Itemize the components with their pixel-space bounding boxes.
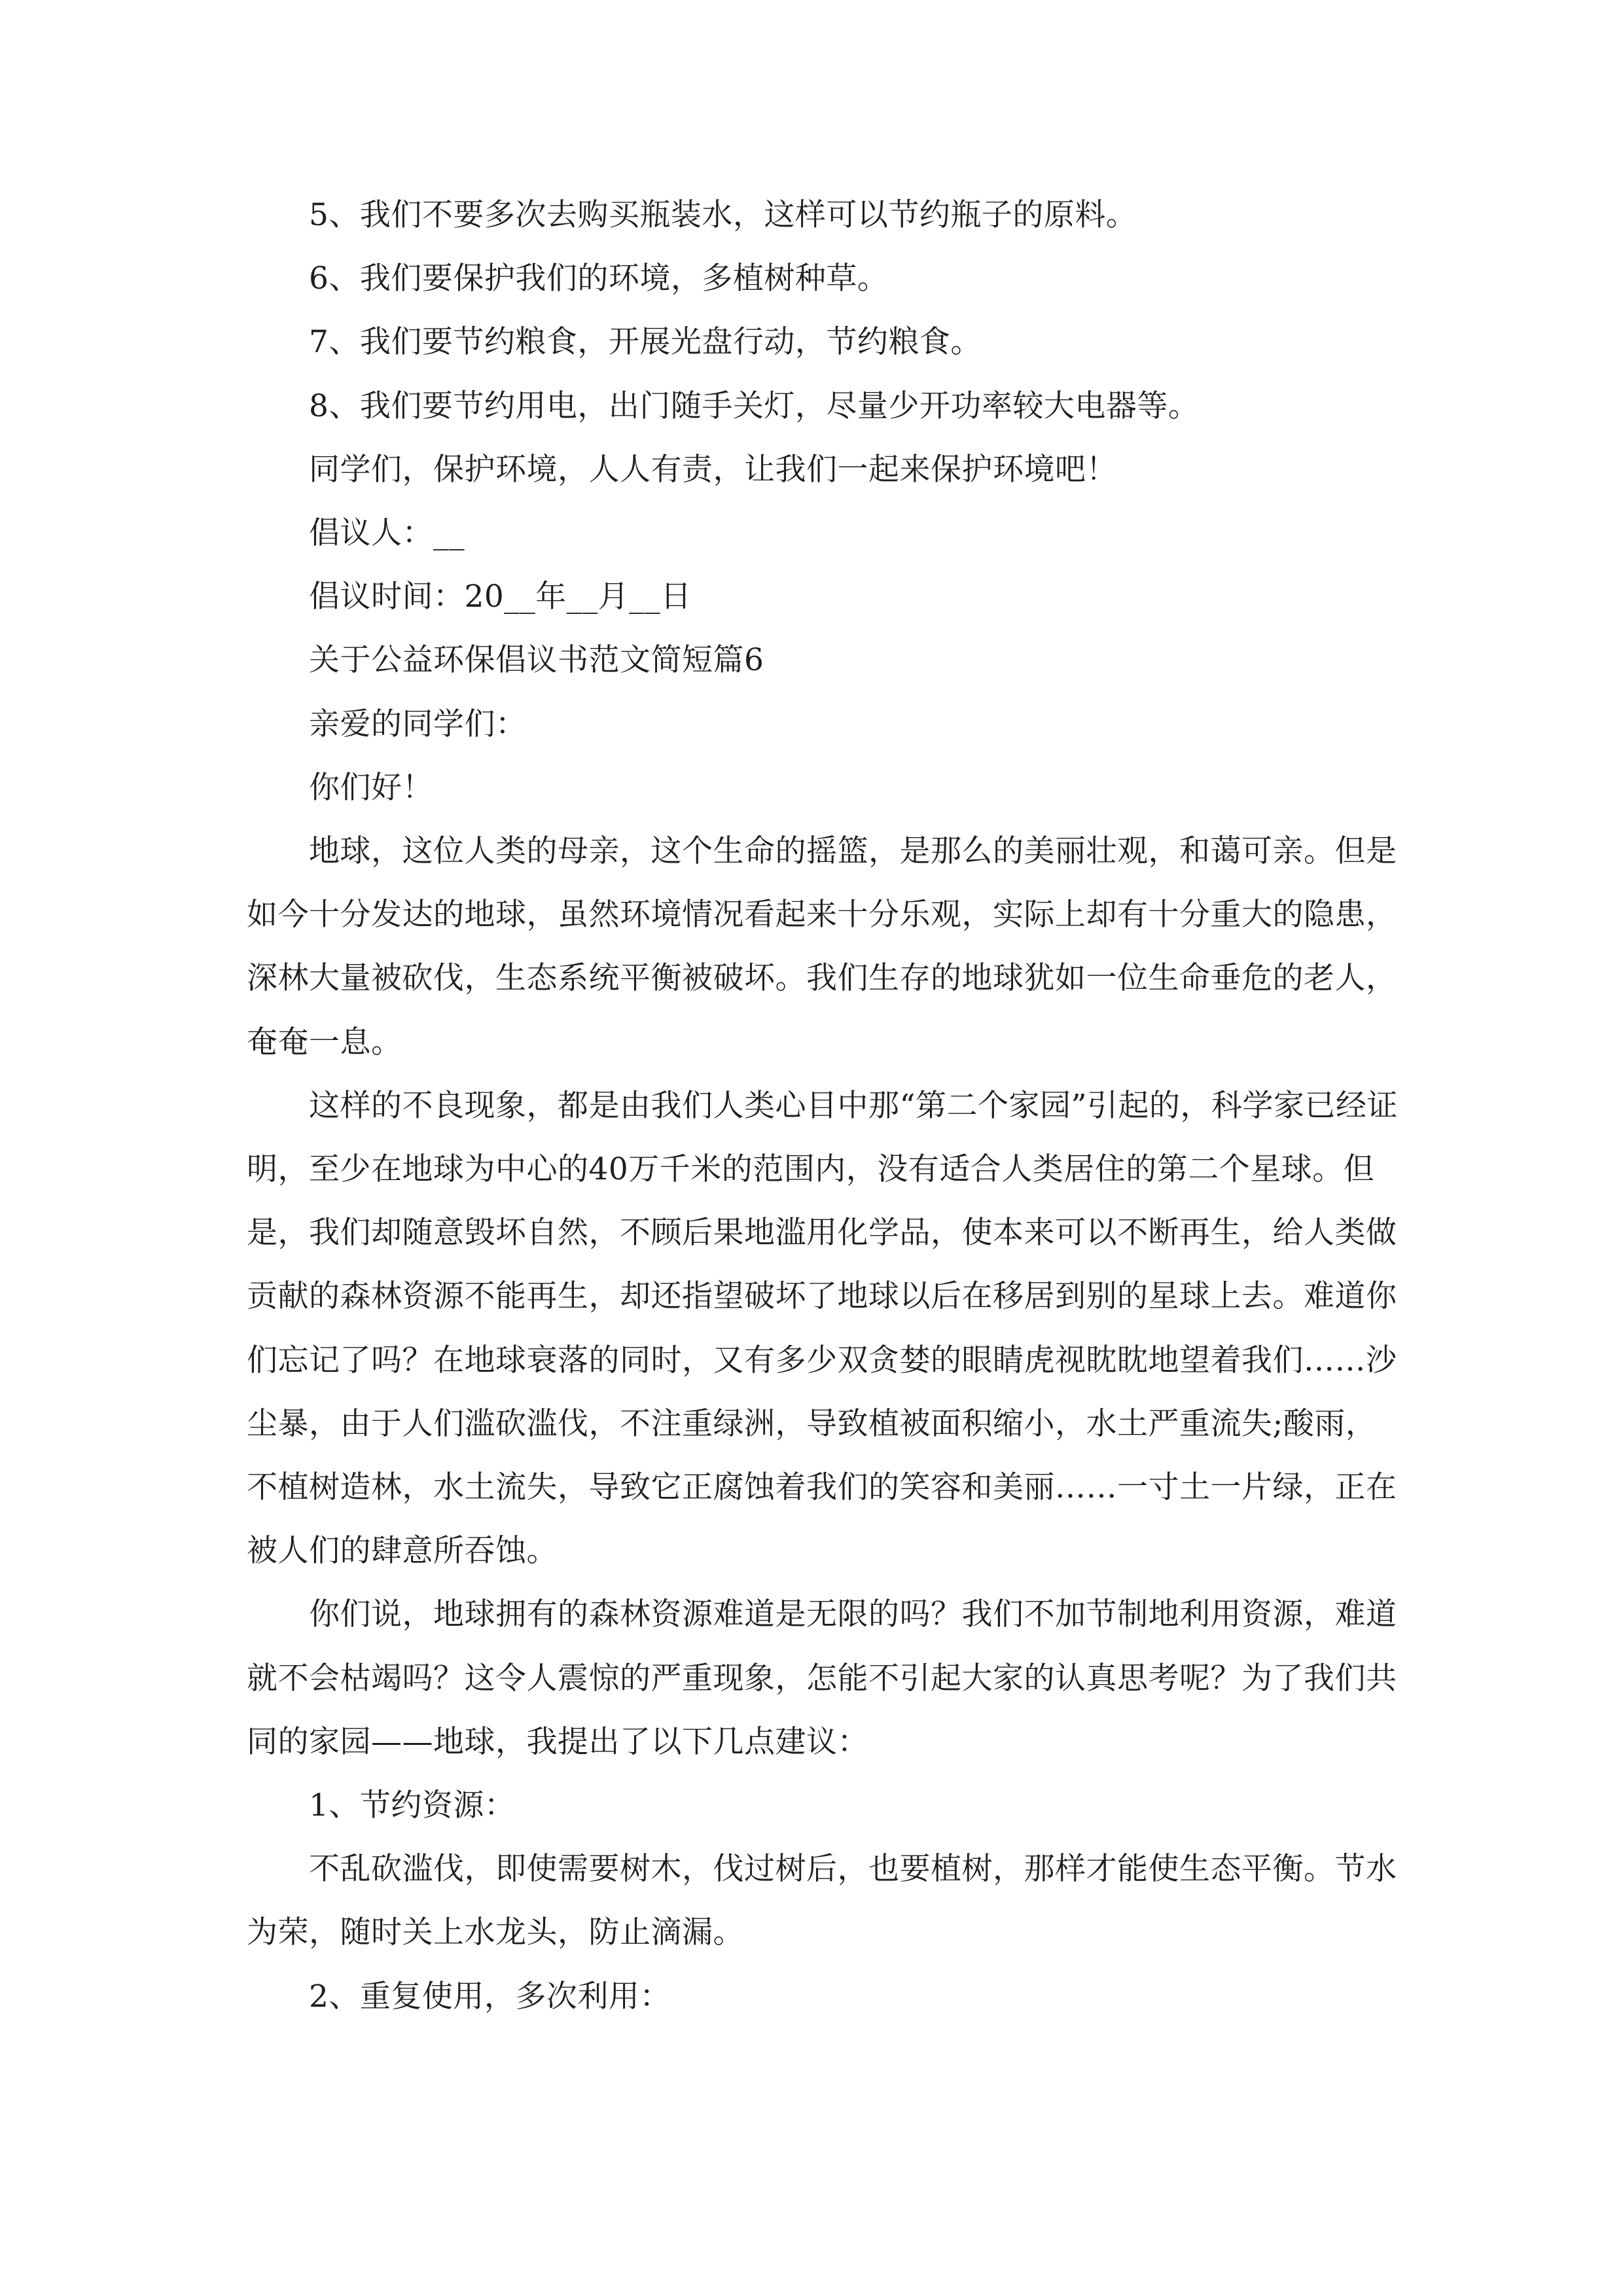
document-body [247, 183, 1399, 2028]
list-item-6: 6、我们要保护我们的环境，多植树种草。 [309, 260, 889, 297]
suggestion-1-heading: 1、节约资源： [309, 1787, 516, 1824]
suggestion-1-body: 不乱砍滥伐，即使需要树木，伐过树后，也要植树，那样才能使生态平衡。节水为荣，随时关上水龙头，防止滴漏。 [247, 1851, 1397, 1951]
list-item-7: 7、我们要节约粮食，开展光盘行动，节约粮食。 [309, 324, 982, 361]
list-item-5: 5、我们不要多次去购买瓶装水，这样可以节约瓶子的原料。 [309, 197, 1137, 233]
greeting: 你们好！ [309, 769, 433, 806]
salutation: 亲爱的同学们： [309, 706, 527, 742]
list-item-8: 8、我们要节约用电，出门随手关灯，尽量少开功率较大电器等。 [309, 387, 1200, 424]
paragraph-second-home: 这样的不良现象，都是由我们人类心目中那“第二个家园”引起的，科学家已经证明，至少在地球为中心的40万千米的范围内，没有适合人类居住的第二个星球。但是，我们却随意毁坏自然，不顾后果地滥用化学品，使本来可以不断再生，给人类做贡献的森林资源不能再生，却还指望破坏了地球以后在移居到别的星球上去。难道你们忘记了吗？在地球衰落的同时，又有多少双贪婪的眼睛虎视眈眈地望着我们……沙尘暴，由于人们滥砍滥伐，不注重绿洲，导致植被面积缩小，水土严重流失;酸雨，不植树造林，水土流失，导致它正腐蚀着我们的笑容和美丽……一寸土一片绿，正在被人们的肆意所吞蚀。 [247, 1087, 1399, 1570]
proposer-line: 倡议人：__ [309, 515, 465, 552]
proposal-date-line: 倡议时间：20__年__月__日 [309, 579, 692, 615]
paragraph-earth-intro: 地球，这位人类的母亲，这个生命的摇篮，是那么的美丽壮观，和蔼可亲。但是如今十分发达的地球，虽然环境情况看起来十分乐观，实际上却有十分重大的隐患，深林大量被砍伐，生态系统平衡被破坏。我们生存的地球犹如一位生命垂危的老人，奄奄一息。 [247, 833, 1397, 1060]
paragraph-question: 你们说，地球拥有的森林资源难道是无限的吗？我们不加节制地利用资源，难道就不会枯竭吗？这令人震惊的严重现象，怎能不引起大家的认真思考呢？为了我们共同的家园——地球，我提出了以下几点建议： [247, 1596, 1397, 1760]
section-title: 关于公益环保倡议书范文简短篇6 [309, 642, 764, 679]
closing-call: 同学们，保护环境，人人有责，让我们一起来保护环境吧！ [309, 451, 1117, 488]
suggestion-2-heading: 2、重复使用，多次利用： [309, 1978, 671, 2015]
